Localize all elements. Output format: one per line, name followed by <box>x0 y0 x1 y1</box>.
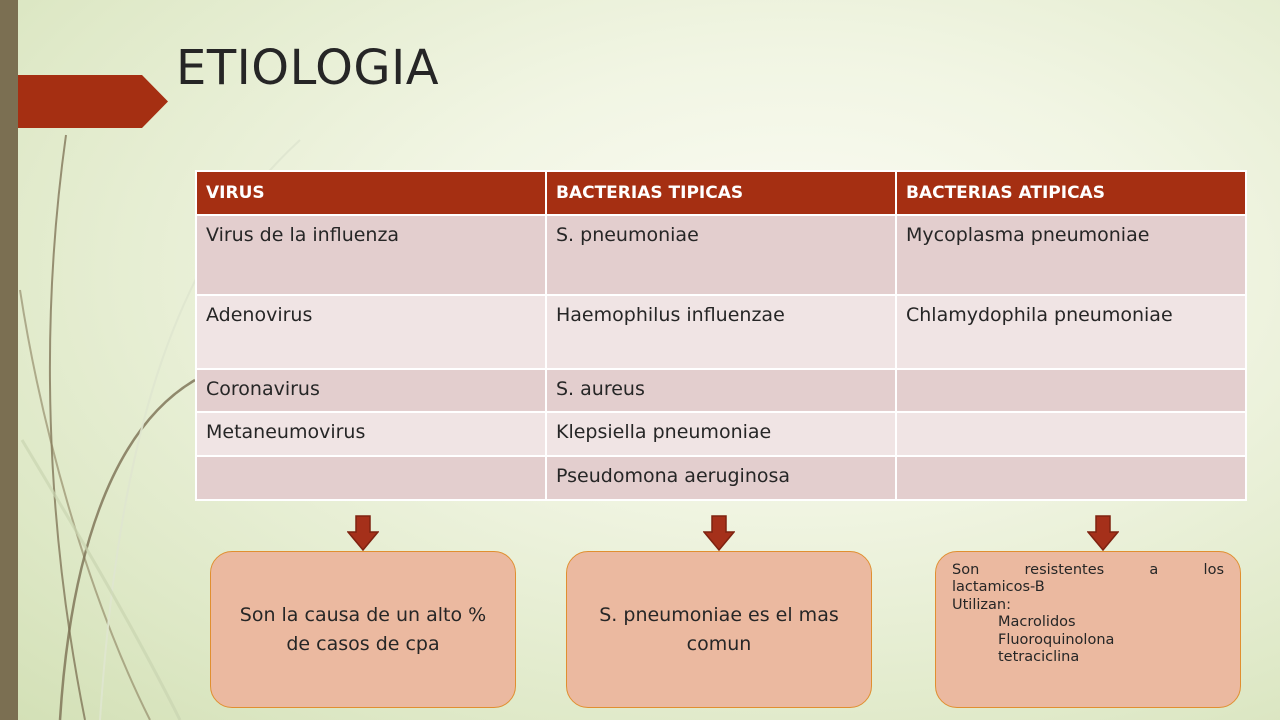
table-row <box>196 215 1246 295</box>
table-cell: Coronavirus <box>196 369 546 412</box>
table-cell: Klepsiella pneumoniae <box>546 412 896 456</box>
etiology-table <box>195 170 1247 501</box>
table-cell: Virus de la influenza <box>196 215 546 295</box>
table-cell <box>196 456 546 500</box>
table-cell: S. aureus <box>546 369 896 412</box>
drug-item: tetraciclina <box>998 648 1080 665</box>
drug-item: Fluoroquinolona <box>998 631 1115 648</box>
down-arrow-icon <box>1087 515 1119 551</box>
note-bacterias-tipicas <box>566 551 872 708</box>
table-row <box>196 295 1246 369</box>
table-row <box>196 369 1246 412</box>
note-atipicas-line: lactamicos-B <box>952 579 1045 596</box>
note-atipicas-line: Son resistentes a los <box>952 562 1224 578</box>
table-cell: Mycoplasma pneumoniae <box>896 215 1246 295</box>
table-cell <box>896 456 1246 500</box>
note-atipicas-line: Utilizan: <box>952 596 1011 613</box>
header-bacterias-atipicas: BACTERIAS ATIPICAS <box>896 171 1246 215</box>
drug-item: Macrolidos <box>998 614 1076 631</box>
table-cell <box>896 369 1246 412</box>
note-virus-text: Son la causa de un alto % de casos de cpa <box>239 604 487 655</box>
header-bacterias-tipicas: BACTERIAS TIPICAS <box>546 171 896 215</box>
table-cell: Pseudomona aeruginosa <box>546 456 896 500</box>
down-arrow-icon <box>347 515 379 551</box>
table-row <box>196 412 1246 456</box>
table-row <box>196 456 1246 500</box>
note-tipicas-text: S. pneumoniae es el mas comun <box>599 604 839 655</box>
table-cell: Chlamydophila pneumoniae <box>896 295 1246 369</box>
note-bacterias-atipicas <box>935 551 1241 708</box>
table-cell: Adenovirus <box>196 295 546 369</box>
table-cell <box>896 412 1246 456</box>
table-cell: Haemophilus influenzae <box>546 295 896 369</box>
slide-title: ETIOLOGIA <box>176 40 440 96</box>
header-virus: VIRUS <box>196 171 546 215</box>
table-header-row <box>196 171 1246 215</box>
table-cell: Metaneumovirus <box>196 412 546 456</box>
table-cell: S. pneumoniae <box>546 215 896 295</box>
note-virus <box>210 551 516 708</box>
down-arrow-icon <box>703 515 735 551</box>
title-marker-icon <box>18 75 168 128</box>
